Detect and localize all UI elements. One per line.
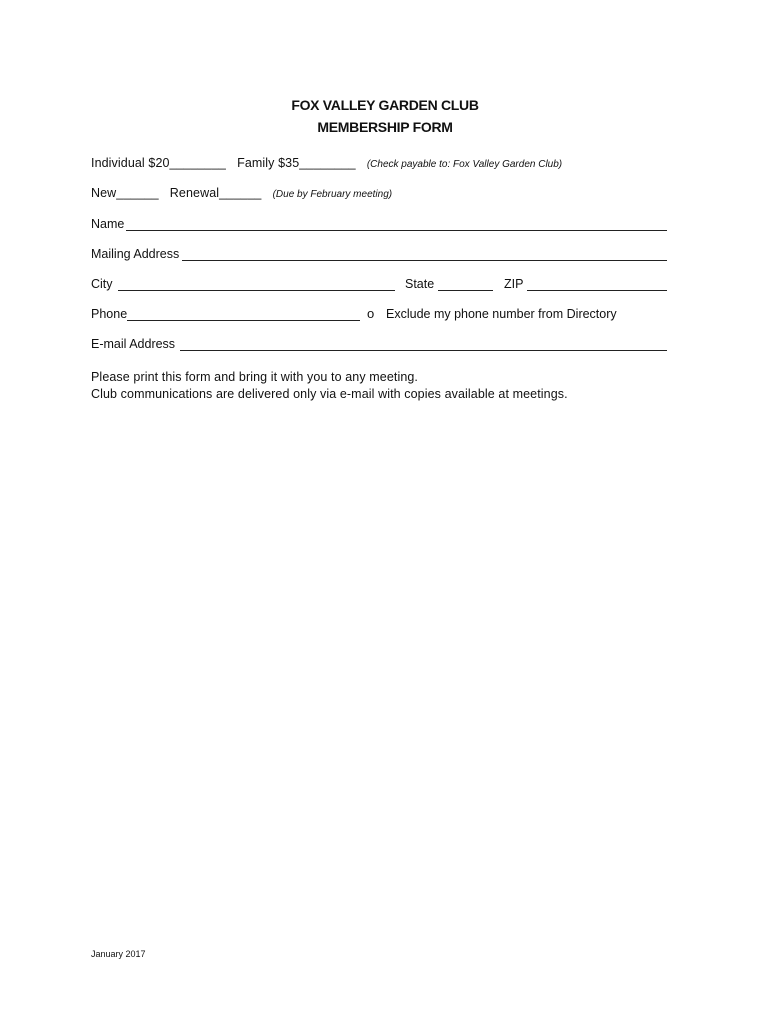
email-label: E-mail Address bbox=[91, 337, 176, 351]
city-field[interactable] bbox=[118, 290, 395, 291]
email-row bbox=[91, 337, 669, 353]
name-row bbox=[91, 217, 669, 233]
family-dues-field[interactable]: Family $35________ bbox=[237, 156, 356, 170]
mailing-address-label: Mailing Address bbox=[91, 247, 180, 261]
name-field[interactable] bbox=[126, 230, 667, 231]
check-payable-note: (Check payable to: Fox Valley Garden Club) bbox=[366, 159, 563, 170]
zip-field[interactable] bbox=[527, 290, 667, 291]
state-label: State bbox=[405, 277, 435, 291]
mailing-address-field[interactable] bbox=[182, 260, 667, 261]
state-field[interactable] bbox=[438, 290, 493, 291]
phone-field[interactable] bbox=[127, 320, 360, 321]
instruction-line-1: Please print this form and bring it with you to any meeting. bbox=[91, 370, 418, 384]
phone-label: Phone bbox=[91, 307, 128, 321]
mailing-address-row bbox=[91, 247, 669, 263]
city-label: City bbox=[91, 277, 113, 291]
exclude-phone-checkbox[interactable]: o bbox=[367, 306, 375, 321]
due-date-note: (Due by February meeting) bbox=[272, 189, 393, 200]
footer-date: January 2017 bbox=[91, 949, 146, 959]
name-label: Name bbox=[91, 217, 125, 231]
form-subtitle: MEMBERSHIP FORM bbox=[317, 119, 453, 135]
individual-dues-field[interactable]: Individual $20________ bbox=[91, 156, 226, 170]
instruction-line-2: Club communications are delivered only via e-mail with copies available at meetings. bbox=[91, 387, 568, 401]
new-member-field[interactable]: New______ bbox=[91, 186, 159, 200]
zip-label: ZIP bbox=[504, 277, 524, 291]
renewal-field[interactable]: Renewal______ bbox=[169, 186, 262, 200]
form-title: FOX VALLEY GARDEN CLUB bbox=[291, 97, 479, 113]
membership-type-line bbox=[91, 186, 392, 200]
email-field[interactable] bbox=[180, 350, 667, 351]
dues-line bbox=[91, 156, 562, 170]
phone-row bbox=[91, 307, 669, 323]
exclude-phone-label: Exclude my phone number from Directory bbox=[386, 307, 617, 321]
city-state-zip-row bbox=[91, 277, 669, 293]
